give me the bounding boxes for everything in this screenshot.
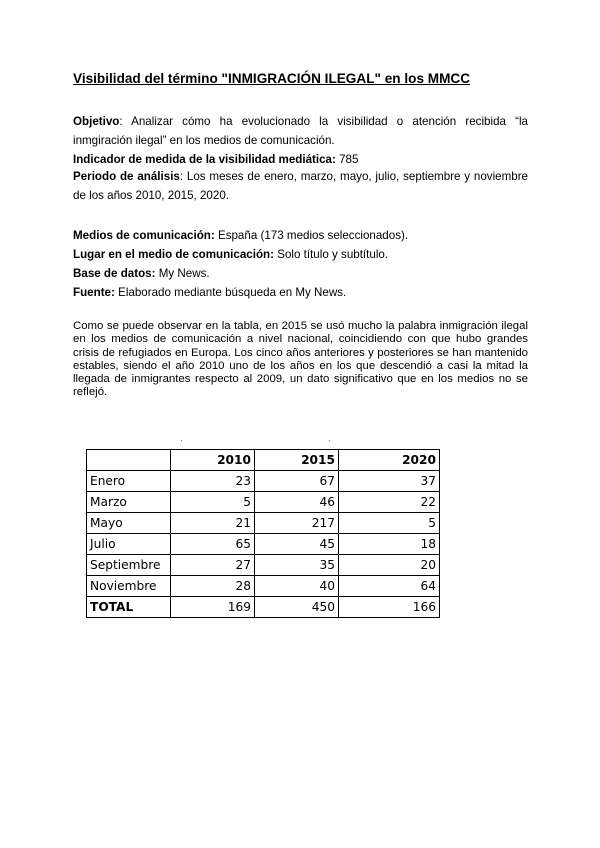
value-cell: 23 <box>171 471 255 492</box>
objetivo-label: Objetivo <box>73 115 120 128</box>
base-datos-paragraph <box>73 264 528 283</box>
value-cell: 46 <box>255 492 339 513</box>
value-cell: 64 <box>339 576 440 597</box>
value-cell: 18 <box>339 534 440 555</box>
table-header-cell: 2010 <box>171 450 255 471</box>
total-value-cell: 166 <box>339 597 440 618</box>
periodo-label: Periodo de análisis <box>73 170 180 183</box>
lugar-text: Solo título y subtítulo. <box>274 248 389 261</box>
table-header-cell: 2015 <box>255 450 339 471</box>
base-datos-text: My News. <box>155 267 210 280</box>
table-row <box>87 513 440 534</box>
table-row <box>87 555 440 576</box>
lugar-paragraph <box>73 245 528 264</box>
lugar-label: Lugar en el medio de comunicación: <box>73 248 274 261</box>
base-datos-label: Base de datos: <box>73 267 156 280</box>
value-cell: 5 <box>171 492 255 513</box>
medios-text: España (173 medios seleccionados). <box>214 229 409 242</box>
month-cell: Mayo <box>87 513 171 534</box>
fuente-text: Elaborado mediante búsqueda en My News. <box>114 286 347 299</box>
month-cell: Julio <box>87 534 171 555</box>
table-header-row <box>87 450 440 471</box>
value-cell: 28 <box>171 576 255 597</box>
value-cell: 22 <box>339 492 440 513</box>
month-cell: Enero <box>87 471 171 492</box>
value-cell: 37 <box>339 471 440 492</box>
total-value-cell: 450 <box>255 597 339 618</box>
periodo-text: : Los meses de enero, marzo, mayo, julio, septiembre y noviembre de los años 2010, 2015, 2020. <box>73 170 529 202</box>
value-cell: 5 <box>339 513 440 534</box>
month-cell: Septiembre <box>87 555 171 576</box>
value-cell: 67 <box>255 471 339 492</box>
medios-label: Medios de comunicación: <box>73 229 215 242</box>
fuente-label: Fuente: <box>73 286 115 299</box>
medios-paragraph <box>73 226 528 245</box>
value-cell: 65 <box>171 534 255 555</box>
table-row <box>87 576 440 597</box>
total-label-cell: TOTAL <box>87 597 171 618</box>
periodo-paragraph <box>73 167 528 205</box>
objetivo-text: : Analizar cómo ha evolucionado la visibilidad o atención recibida “la inmgiración ilegal” en los medios de comunicación. <box>73 115 528 147</box>
table-mark: · <box>180 436 183 445</box>
indicador-value: 785 <box>335 153 359 166</box>
table-row <box>87 471 440 492</box>
table-total-row <box>87 597 440 618</box>
fuente-paragraph <box>73 283 528 302</box>
value-cell: 35 <box>255 555 339 576</box>
value-cell: 45 <box>255 534 339 555</box>
value-cell: 21 <box>171 513 255 534</box>
table-header-cell <box>87 450 171 471</box>
value-cell: 40 <box>255 576 339 597</box>
data-table <box>86 449 440 618</box>
description-paragraph: Como se puede observar en la tabla, en 2015 se usó mucho la palabra inmigración ilegal en los medios de comunicación a nivel nacional, coincidiendo con que hubo grandes crisis de refugiados en Europa. Los cinco años anteriores y posteriores se han mantenido estables, siendo el año 2010 uno de los años en los que descendió a casi la mitad la llegada de inmigrantes respecto al 2009, un dato significativo que en los medios no se reflejó. <box>73 320 528 399</box>
table-mark: · <box>328 436 331 445</box>
total-value-cell: 169 <box>171 597 255 618</box>
value-cell: 20 <box>339 555 440 576</box>
page-title: Visibilidad del término "INMIGRACIÓN ILEGAL" en los MMCC <box>73 71 471 86</box>
table-row <box>87 534 440 555</box>
table-row <box>87 492 440 513</box>
table-header-cell: 2020 <box>339 450 440 471</box>
objetivo-paragraph <box>73 112 528 150</box>
value-cell: 27 <box>171 555 255 576</box>
indicador-label: Indicador de medida de la visibilidad mediática: <box>73 153 336 166</box>
value-cell: 217 <box>255 513 339 534</box>
month-cell: Marzo <box>87 492 171 513</box>
month-cell: Noviembre <box>87 576 171 597</box>
